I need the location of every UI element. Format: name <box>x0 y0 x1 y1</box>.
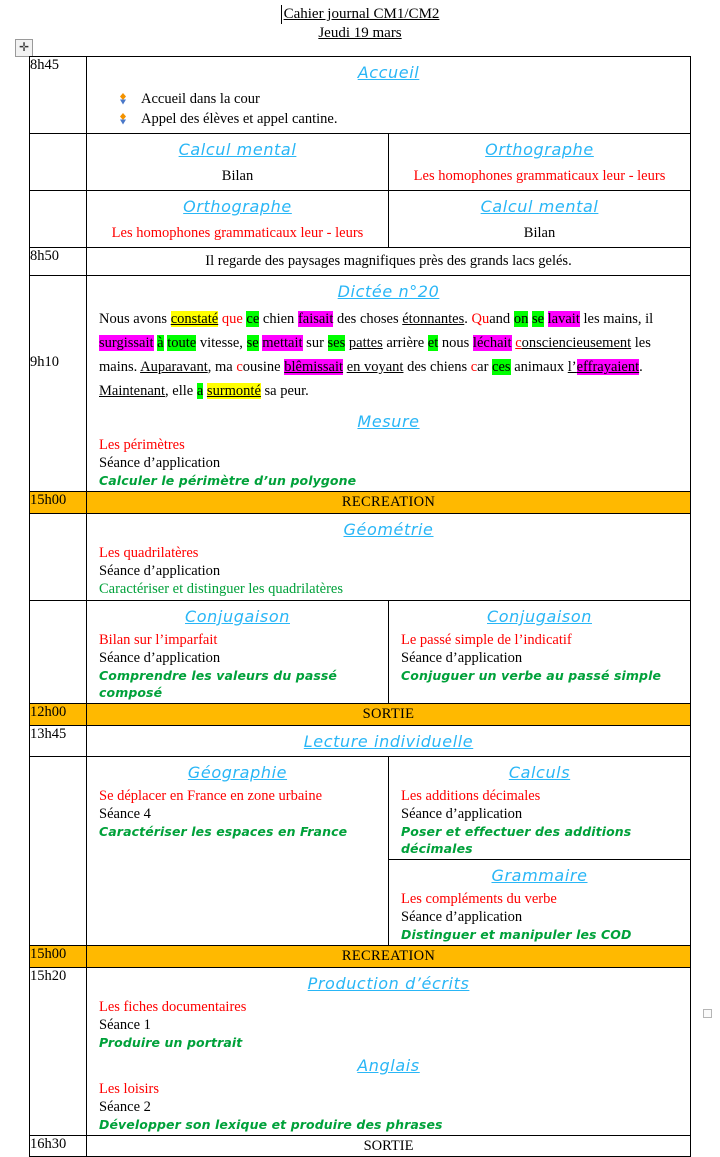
goal-text: Distinguer et manipuler les COD <box>401 927 632 942</box>
step-text: Séance d’application <box>401 806 523 822</box>
dictee-token: nous <box>438 335 473 351</box>
table-row <box>30 968 691 1136</box>
activity-detail: Les homophones grammaticaux leur - leurs <box>111 225 364 241</box>
dictee-token: . <box>464 311 472 327</box>
dictee-token: a <box>196 383 204 399</box>
table-resize-handle[interactable] <box>703 1009 712 1018</box>
activity-detail: Les homophones grammaticaux leur - leurs <box>413 168 666 184</box>
activity-detail: Bilan <box>523 225 556 241</box>
table-row <box>30 191 691 248</box>
subject-title: Anglais <box>357 1056 420 1075</box>
dictee-token: et <box>427 335 439 351</box>
subject-title: Conjugaison <box>487 607 592 626</box>
dictee-token: surgissait <box>99 335 154 351</box>
time-cell: 8h50 <box>30 248 87 276</box>
document-subtitle-line <box>0 24 720 43</box>
dictee-token: des chiens <box>403 359 471 375</box>
page-title: Cahier journal CM1/CM2 <box>281 5 440 24</box>
step-text: Séance d’application <box>99 563 221 579</box>
dictee-token: les mains, il <box>579 311 654 327</box>
time-cell: 16h30 <box>30 1136 87 1157</box>
banner-label: RECREATION <box>87 946 690 967</box>
dictee-token: , elle <box>165 383 197 399</box>
time-cell: 12h00 <box>30 704 87 726</box>
subject-title: Accueil <box>357 63 420 82</box>
dictee-token: , ma <box>207 359 237 375</box>
dictee-token: sa peur. <box>260 383 309 399</box>
objective-text: Le passé simple de l’indicatif <box>401 632 572 648</box>
dictee-token: l’ <box>567 359 577 375</box>
step-text: Séance 4 <box>99 806 151 822</box>
time-cell-empty <box>30 514 87 601</box>
dictee-token: ce <box>246 311 260 327</box>
dictee-token: vitesse, <box>196 335 247 351</box>
dictee-token: à <box>157 335 164 351</box>
objective-text: Les quadrilatères <box>99 545 199 561</box>
dictee-token: toute <box>167 335 197 351</box>
subject-title: Géométrie <box>343 520 434 539</box>
activity-detail: Bilan <box>221 168 254 184</box>
table-move-handle[interactable]: ✛ <box>15 39 33 57</box>
dictee-token: léchait <box>472 335 512 351</box>
goal-text: Développer son lexique et produire des phrases <box>99 1117 443 1132</box>
goal-text: Caractériser et distinguer les quadrilatères <box>99 581 343 597</box>
dictee-token: chien <box>259 311 298 327</box>
dictee-token: se <box>531 311 545 327</box>
time-cell: 15h00 <box>30 946 87 968</box>
conjugaison-left-cell <box>87 601 389 704</box>
table-row <box>30 946 691 968</box>
step-text: Séance d’application <box>99 650 221 666</box>
goal-text: Comprendre les valeurs du passé composé <box>99 668 338 700</box>
subject-title: Géographie <box>187 763 288 782</box>
dictee-token: arrière <box>382 335 428 351</box>
conjugaison-right-cell <box>389 601 691 704</box>
dictee-token: c <box>236 359 243 375</box>
time-cell-empty <box>30 757 87 946</box>
production-anglais-cell <box>87 968 691 1136</box>
table-row <box>30 492 691 514</box>
banner-label: SORTIE <box>363 1138 414 1154</box>
dictee-token: surmonté <box>206 383 261 399</box>
recreation-banner <box>87 946 691 968</box>
grammaire-block <box>389 860 690 945</box>
dictee-token: se <box>246 335 259 351</box>
lecture-cell <box>87 726 691 757</box>
diamond-arrow-bullet-icon <box>117 92 129 105</box>
calcul-mental-cell <box>389 191 691 248</box>
dictee-token: c <box>515 335 522 351</box>
dictee-token: ses <box>327 335 346 351</box>
phrase-du-jour-cell <box>87 248 691 276</box>
dictee-token: Qu <box>471 311 490 327</box>
table-row <box>30 601 691 704</box>
sortie-cell <box>87 1136 691 1157</box>
dictee-token: ar <box>477 359 493 375</box>
dictee-token: and <box>489 311 514 327</box>
dictee-token: onsciencieusement <box>521 335 632 351</box>
goal-text: Conjuguer un verbe au passé simple <box>401 668 662 683</box>
subject-title: Dictée n°20 <box>337 282 440 301</box>
orthographe-cell <box>389 134 691 191</box>
time-cell-empty <box>30 134 87 191</box>
goal-text: Poser et effectuer des additions décimales <box>401 824 632 856</box>
geographie-cell <box>87 757 389 946</box>
objective-text: Les additions décimales <box>401 788 541 804</box>
objective-text: Les loisirs <box>99 1081 160 1097</box>
objective-text: Bilan sur l’imparfait <box>99 632 218 648</box>
time-cell: 8h45 <box>30 57 87 134</box>
dictee-token: en voyant <box>346 359 404 375</box>
step-text: Séance d’application <box>401 650 523 666</box>
dictee-token: c <box>470 359 478 375</box>
objective-text: Les périmètres <box>99 437 185 453</box>
list-item <box>117 109 686 129</box>
dictee-token: mettait <box>262 335 303 351</box>
dictee-token: faisait <box>297 311 334 327</box>
dictee-token: Nous avons <box>99 311 171 327</box>
table-row <box>30 514 691 601</box>
document-title-line <box>0 5 720 24</box>
step-text: Séance 1 <box>99 1017 151 1033</box>
table-row <box>30 248 691 276</box>
step-text: Séance d’application <box>99 455 221 471</box>
dictee-token: ces <box>492 359 511 375</box>
dictee-token: animaux <box>510 359 568 375</box>
dictee-text <box>91 306 686 407</box>
table-row <box>30 276 691 492</box>
phrase-text: Il regarde des paysages magnifiques près des grands lacs gelés. <box>205 253 572 269</box>
dictee-token: Maintenant <box>99 383 166 399</box>
time-cell: 13h45 <box>30 726 87 757</box>
subject-title: Lecture individuelle <box>303 732 474 751</box>
objective-text: Les compléments du verbe <box>401 891 557 907</box>
dictee-mesure-cell <box>87 276 691 492</box>
dictee-token: pattes <box>348 335 383 351</box>
subject-title: Orthographe <box>183 197 292 216</box>
dictee-token: des choses <box>333 311 403 327</box>
time-cell <box>30 276 87 492</box>
dictee-token: constaté <box>170 311 219 327</box>
list-item-label: Appel des élèves et appel cantine. <box>141 111 338 127</box>
diamond-arrow-bullet-icon <box>117 112 129 125</box>
recreation-banner <box>87 492 691 514</box>
step-text: Séance d’application <box>401 909 523 925</box>
subject-title: Calcul mental <box>178 140 297 159</box>
dictee-token: Auparavant <box>140 359 208 375</box>
subject-title: Conjugaison <box>185 607 290 626</box>
subject-title: Calcul mental <box>480 197 599 216</box>
dictee-token: blêmissait <box>284 359 344 375</box>
objective-text: Les fiches documentaires <box>99 999 247 1015</box>
dictee-token: sur <box>302 335 328 351</box>
goal-text: Calculer le périmètre d’un polygone <box>99 473 357 488</box>
table-row <box>30 1136 691 1157</box>
list-item <box>117 89 686 109</box>
subject-title: Calculs <box>508 763 571 782</box>
dictee-token: les mains. <box>99 335 651 375</box>
document-header <box>0 0 720 43</box>
dictee-token: lavait <box>547 311 580 327</box>
geometrie-cell <box>87 514 691 601</box>
table-row <box>30 57 691 134</box>
dictee-token: ousine <box>242 359 285 375</box>
dictee-token: étonnantes <box>402 311 465 327</box>
accueil-cell <box>87 57 691 134</box>
subject-title: Mesure <box>357 412 420 431</box>
subject-title: Grammaire <box>491 866 588 885</box>
calcul-mental-cell <box>87 134 389 191</box>
document-date: Jeudi 19 mars <box>318 25 402 41</box>
goal-text: Produire un portrait <box>99 1035 243 1050</box>
table-row <box>30 726 691 757</box>
calculs-block <box>389 757 690 859</box>
time-cell: 15h20 <box>30 968 87 1136</box>
calculs-grammaire-cell <box>389 757 691 946</box>
goal-text: Caractériser les espaces en France <box>99 824 348 839</box>
list-item-label: Accueil dans la cour <box>141 91 260 107</box>
subject-title: Orthographe <box>485 140 594 159</box>
orthographe-cell <box>87 191 389 248</box>
dictee-token: que <box>221 311 243 327</box>
table-row <box>30 757 691 946</box>
sortie-banner <box>87 704 691 726</box>
objective-text: Se déplacer en France en zone urbaine <box>99 788 323 804</box>
time-cell: 15h00 <box>30 492 87 514</box>
table-row <box>30 134 691 191</box>
table-row <box>30 704 691 726</box>
accueil-bullet-list <box>91 89 686 129</box>
journal-table <box>29 56 691 1157</box>
dictee-token: on <box>513 311 529 327</box>
banner-label: SORTIE <box>87 704 690 725</box>
time-cell-empty <box>30 191 87 248</box>
dictee-token: . <box>639 359 643 375</box>
step-text: Séance 2 <box>99 1099 151 1115</box>
subject-title: Production d’écrits <box>307 974 470 993</box>
time-label: 9h10 <box>30 354 59 370</box>
time-cell-empty <box>30 601 87 704</box>
banner-label: RECREATION <box>87 492 690 513</box>
dictee-token: effrayaient <box>576 359 640 375</box>
